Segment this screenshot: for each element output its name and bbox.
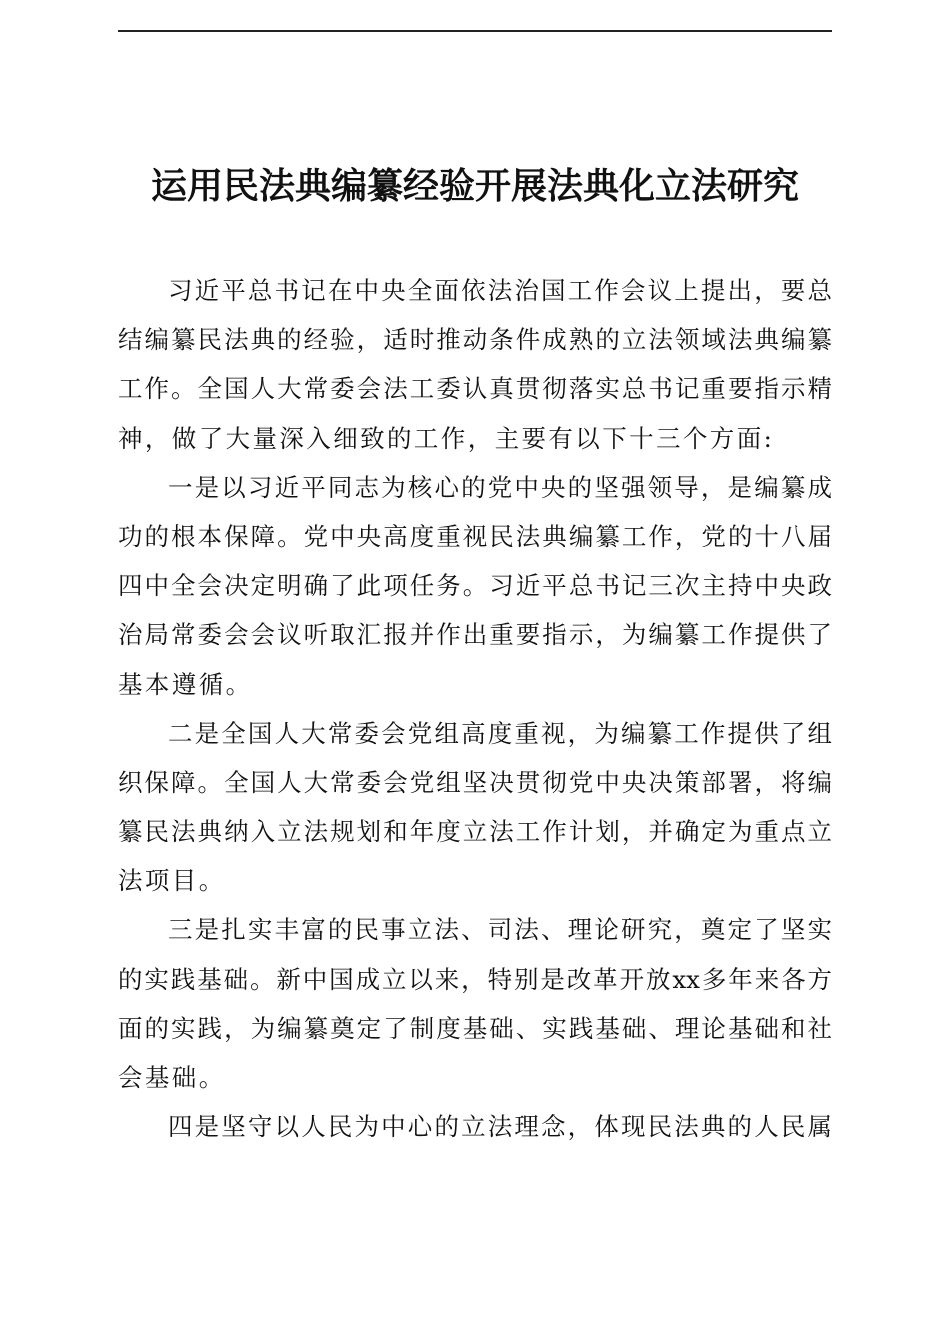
paragraph-line — [118, 660, 832, 709]
paragraph-line — [118, 709, 832, 758]
line-text: 神，做了大量深入细致的工作，主要有以下十三个方面: — [118, 423, 775, 453]
paragraph-line — [118, 266, 832, 315]
line-text: 面的实践，为编纂奠定了制度基础、实践基础、理论基础和社 — [118, 1013, 832, 1043]
line-text: 工作。全国人大常委会法工委认真贯彻落实总书记重要指示精 — [118, 374, 832, 404]
line-text: 一是以习近平同志为核心的党中央的坚强领导，是编纂成 — [168, 472, 832, 502]
document-body — [118, 266, 832, 1151]
line-text: 二是全国人大常委会党组高度重视，为编纂工作提供了组 — [168, 718, 832, 748]
paragraph-line — [118, 561, 832, 610]
line-text: 基本遵循。 — [118, 669, 253, 699]
paragraph-line — [118, 1004, 832, 1053]
line-text: 四是坚守以人民为中心的立法理念，体现民法典的人民属 — [168, 1112, 832, 1142]
paragraph-line — [118, 758, 832, 807]
paragraph-line — [118, 512, 832, 561]
paragraph-line — [118, 610, 832, 659]
paragraph-line — [118, 856, 832, 905]
paragraph-line — [118, 463, 832, 512]
line-text: 法项目。 — [118, 866, 226, 896]
paragraph-line — [118, 414, 832, 463]
line-text: 四中全会决定明确了此项任务。习近平总书记三次主持中央政 — [118, 571, 832, 601]
line-text: 会基础。 — [118, 1063, 226, 1092]
line-text: 纂民法典纳入立法规划和年度立法工作计划，并确定为重点立 — [118, 817, 832, 847]
paragraph-line — [118, 364, 832, 413]
paragraph-line — [118, 905, 832, 954]
line-text: 结编纂民法典的经验，适时推动条件成熟的立法领域法典编纂 — [118, 325, 832, 355]
paragraph-line — [118, 807, 832, 856]
line-text: 三是扎实丰富的民事立法、司法、理论研究，奠定了坚实 — [168, 915, 832, 945]
line-text: 织保障。全国人大常委会党组坚决贯彻党中央决策部署，将编 — [118, 767, 832, 797]
header-rule — [118, 30, 832, 32]
line-text: 功的根本保障。党中央高度重视民法典编纂工作，党的十八届 — [118, 521, 832, 551]
line-text: 习近平总书记在中央全面依法治国工作会议上提出，要总 — [168, 276, 832, 305]
line-text: 的实践基础。新中国成立以来，特别是改革开放xx多年来各方 — [118, 964, 832, 994]
paragraph-line — [118, 1053, 832, 1102]
line-text: 治局常委会会议听取汇报并作出重要指示，为编纂工作提供了 — [118, 620, 832, 650]
document-title: 运用民法典编纂经验开展法典化立法研究 — [150, 165, 799, 207]
paragraph-line — [118, 955, 832, 1004]
paragraph-line — [118, 1102, 832, 1151]
paragraph-line — [118, 315, 832, 364]
